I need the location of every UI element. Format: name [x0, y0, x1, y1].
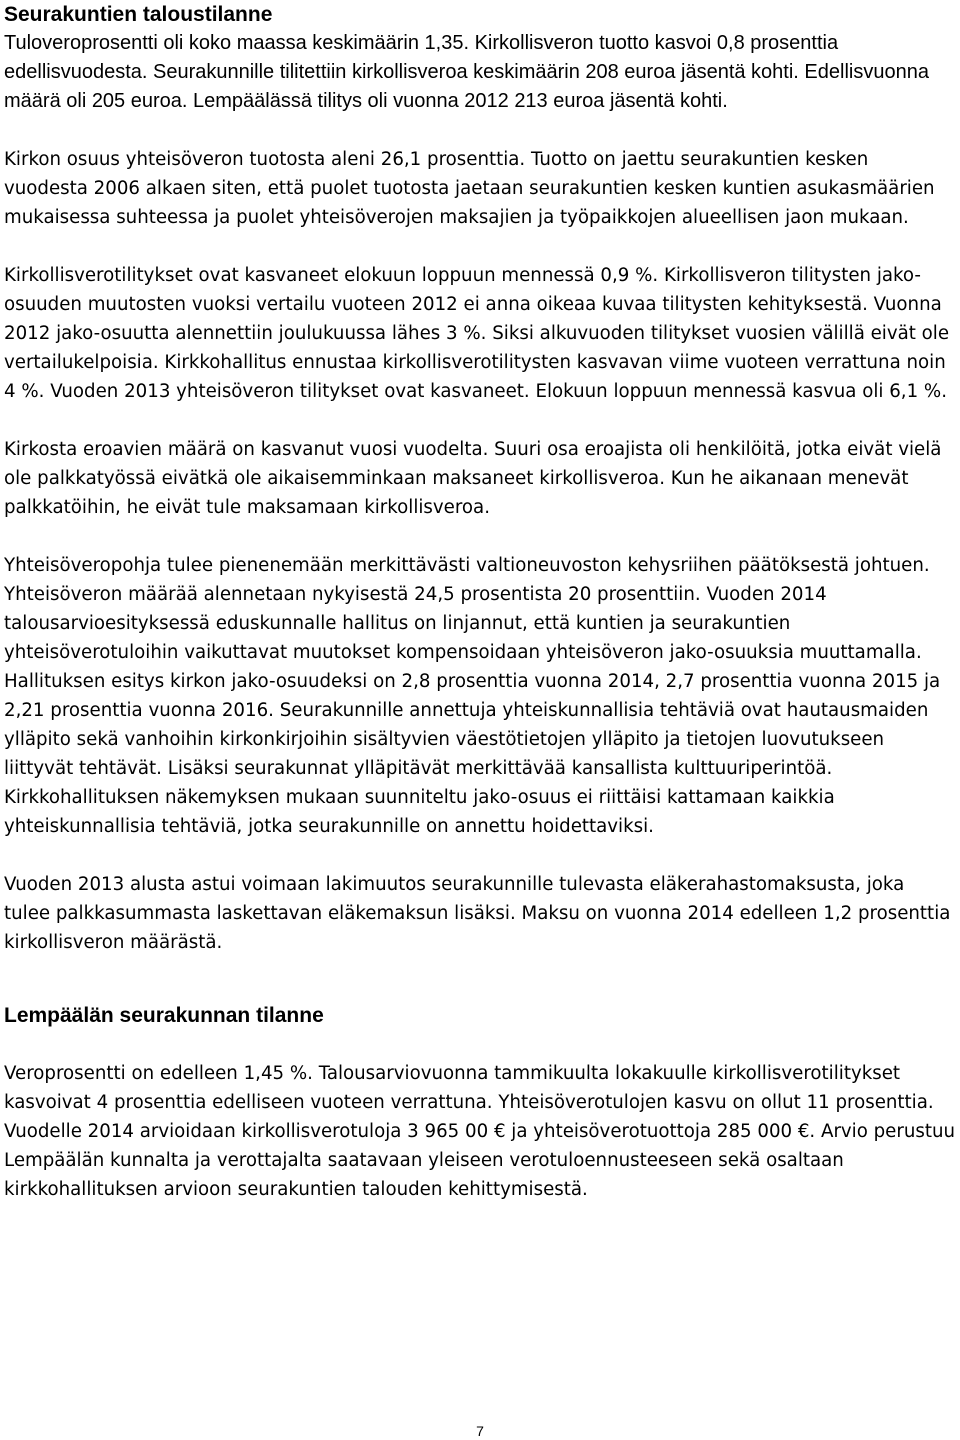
paragraph-corporate-tax-share: Kirkon osuus yhteisöveron tuotosta aleni 26,1 prosenttia. Tuotto on jaettu seurakuntien kesken vuodesta 2006 alkaen siten, että puolet tuotosta jaetaan seurakuntien kesken kuntien asukasmäärien mukaisessa suhteessa ja puolet yhteisöverojen maksajien ja työpaikkojen alueellisen jaon mukaan. [4, 149, 935, 228]
page-number: 7 [476, 1423, 484, 1439]
paragraph-church-resignations: Kirkosta eroavien määrä on kasvanut vuosi vuodelta. Suuri osa eroajista oli henkilöitä, jotka eivät vielä ole palkkatyössä eivätkä ole aikaisemminkaan maksaneet kirkollisveroa. Kun he aikanaan menevät palkkatöihin, he eivät tule maksamaan kirkollisveroa. [4, 439, 942, 518]
section-heading-parish-finances: Seurakuntien taloustilanne [4, 3, 273, 26]
paragraph-tax-remittances: Kirkollisverotilitykset ovat kasvaneet elokuun loppuun mennessä 0,9 %. Kirkollisveron tilitysten jako-osuuden muutosten vuoksi vertailu vuoteen 2012 ei anna oikeaa kuvaa tilitysten kehityksestä. Vuonna 2012 jako-osuutta alennettiin joulukuussa lähes 3 %. Siksi alkuvuoden tilitykset vuosien välillä eivät ole vertailukelpoisia. Kirkkohallitus ennustaa kirkollisverotilitysten kasvavan viime vuoteen verrattuna noin 4 %. Vuoden 2013 yhteisöveron tilitykset ovat kasvaneet. Elokuun loppuun mennessä kasvua oli 6,1 %. [4, 265, 950, 402]
paragraph-lempaala-tax-forecast: Veroprosentti on edelleen 1,45 %. Talousarviovuonna tammikuulta lokakuulle kirkollisverotilitykset kasvoivat 4 prosenttia edelliseen vuoteen verrattuna. Yhteisöverotulojen kasvu on ollut 11 prosenttia. Vuodelle 2014 arvioidaan kirkollisverotuloja 3 965 00 € ja yhteisöverotuottoja 285 000 €. Arvio perustuu Lempäälän kunnalta ja verottajalta saatavaan yleiseen verotuloennusteeseen sekä osaltaan kirkkohallituksen arvioon seurakuntien talouden kehittymisestä. [4, 1063, 956, 1200]
paragraph-tax-rate: Tuloveroprosentti oli koko maassa keskimäärin 1,35. Kirkollisveron tuotto kasvoi 0,8 prosenttia edellisvuodesta. Seurakunnille tilitettiin kirkollisveroa keskimäärin 208 euroa jäsentä kohti. Edellisvuonna määrä oli 205 euroa. Lempäälässä tilitys oli vuonna 2012 213 euroa jäsentä kohti. [4, 32, 929, 112]
document-page [4, 0, 956, 1204]
paragraph-pension-fund-fee: Vuoden 2013 alusta astui voimaan lakimuutos seurakunnille tulevasta eläkerahastomaksusta, joka tulee palkkasummasta laskettavan eläkemaksun lisäksi. Maksu on vuonna 2014 edelleen 1,2 prosenttia kirkollisveron määrästä. [4, 874, 951, 953]
paragraph-corporate-tax-base: Yhteisöveropohja tulee pienenemään merkittävästi valtioneuvoston kehysriihen päätöksestä johtuen. Yhteisöveron määrää alennetaan nykyisestä 24,5 prosentista 20 prosenttiin. Vuoden 2014 talousarvioesityksessä eduskunnalle hallitus on linjannut, että kuntien ja seurakuntien yhteisöverotuloihin vaikuttavat muutokset kompensoidaan yhteisöveron jako-osuuksia muuttamalla. Hallituksen esitys kirkon jako-osuudeksi on 2,8 prosenttia vuonna 2014, 2,7 prosenttia vuonna 2015 ja 2,21 prosenttia vuonna 2016. Seurakunnille annettuja yhteiskunnallisia tehtäviä ovat hautausmaiden ylläpito sekä vanhoihin kirkonkirjoihin sisältyvien väestötietojen ylläpito ja tietojen luovutukseen liittyvät tehtävät. Lisäksi seurakunnat ylläpitävät merkittävää kansallista kulttuuriperintöä. Kirkkohallituksen näkemyksen mukaan suunniteltu jako-osuus ei riittäisi kattamaan kaikkia yhteiskunnallisia tehtäviä, jotka seurakunnille on annettu hoidettaviksi. [4, 555, 941, 837]
section-heading-lempaala-parish: Lempäälän seurakunnan tilanne [4, 1004, 324, 1027]
